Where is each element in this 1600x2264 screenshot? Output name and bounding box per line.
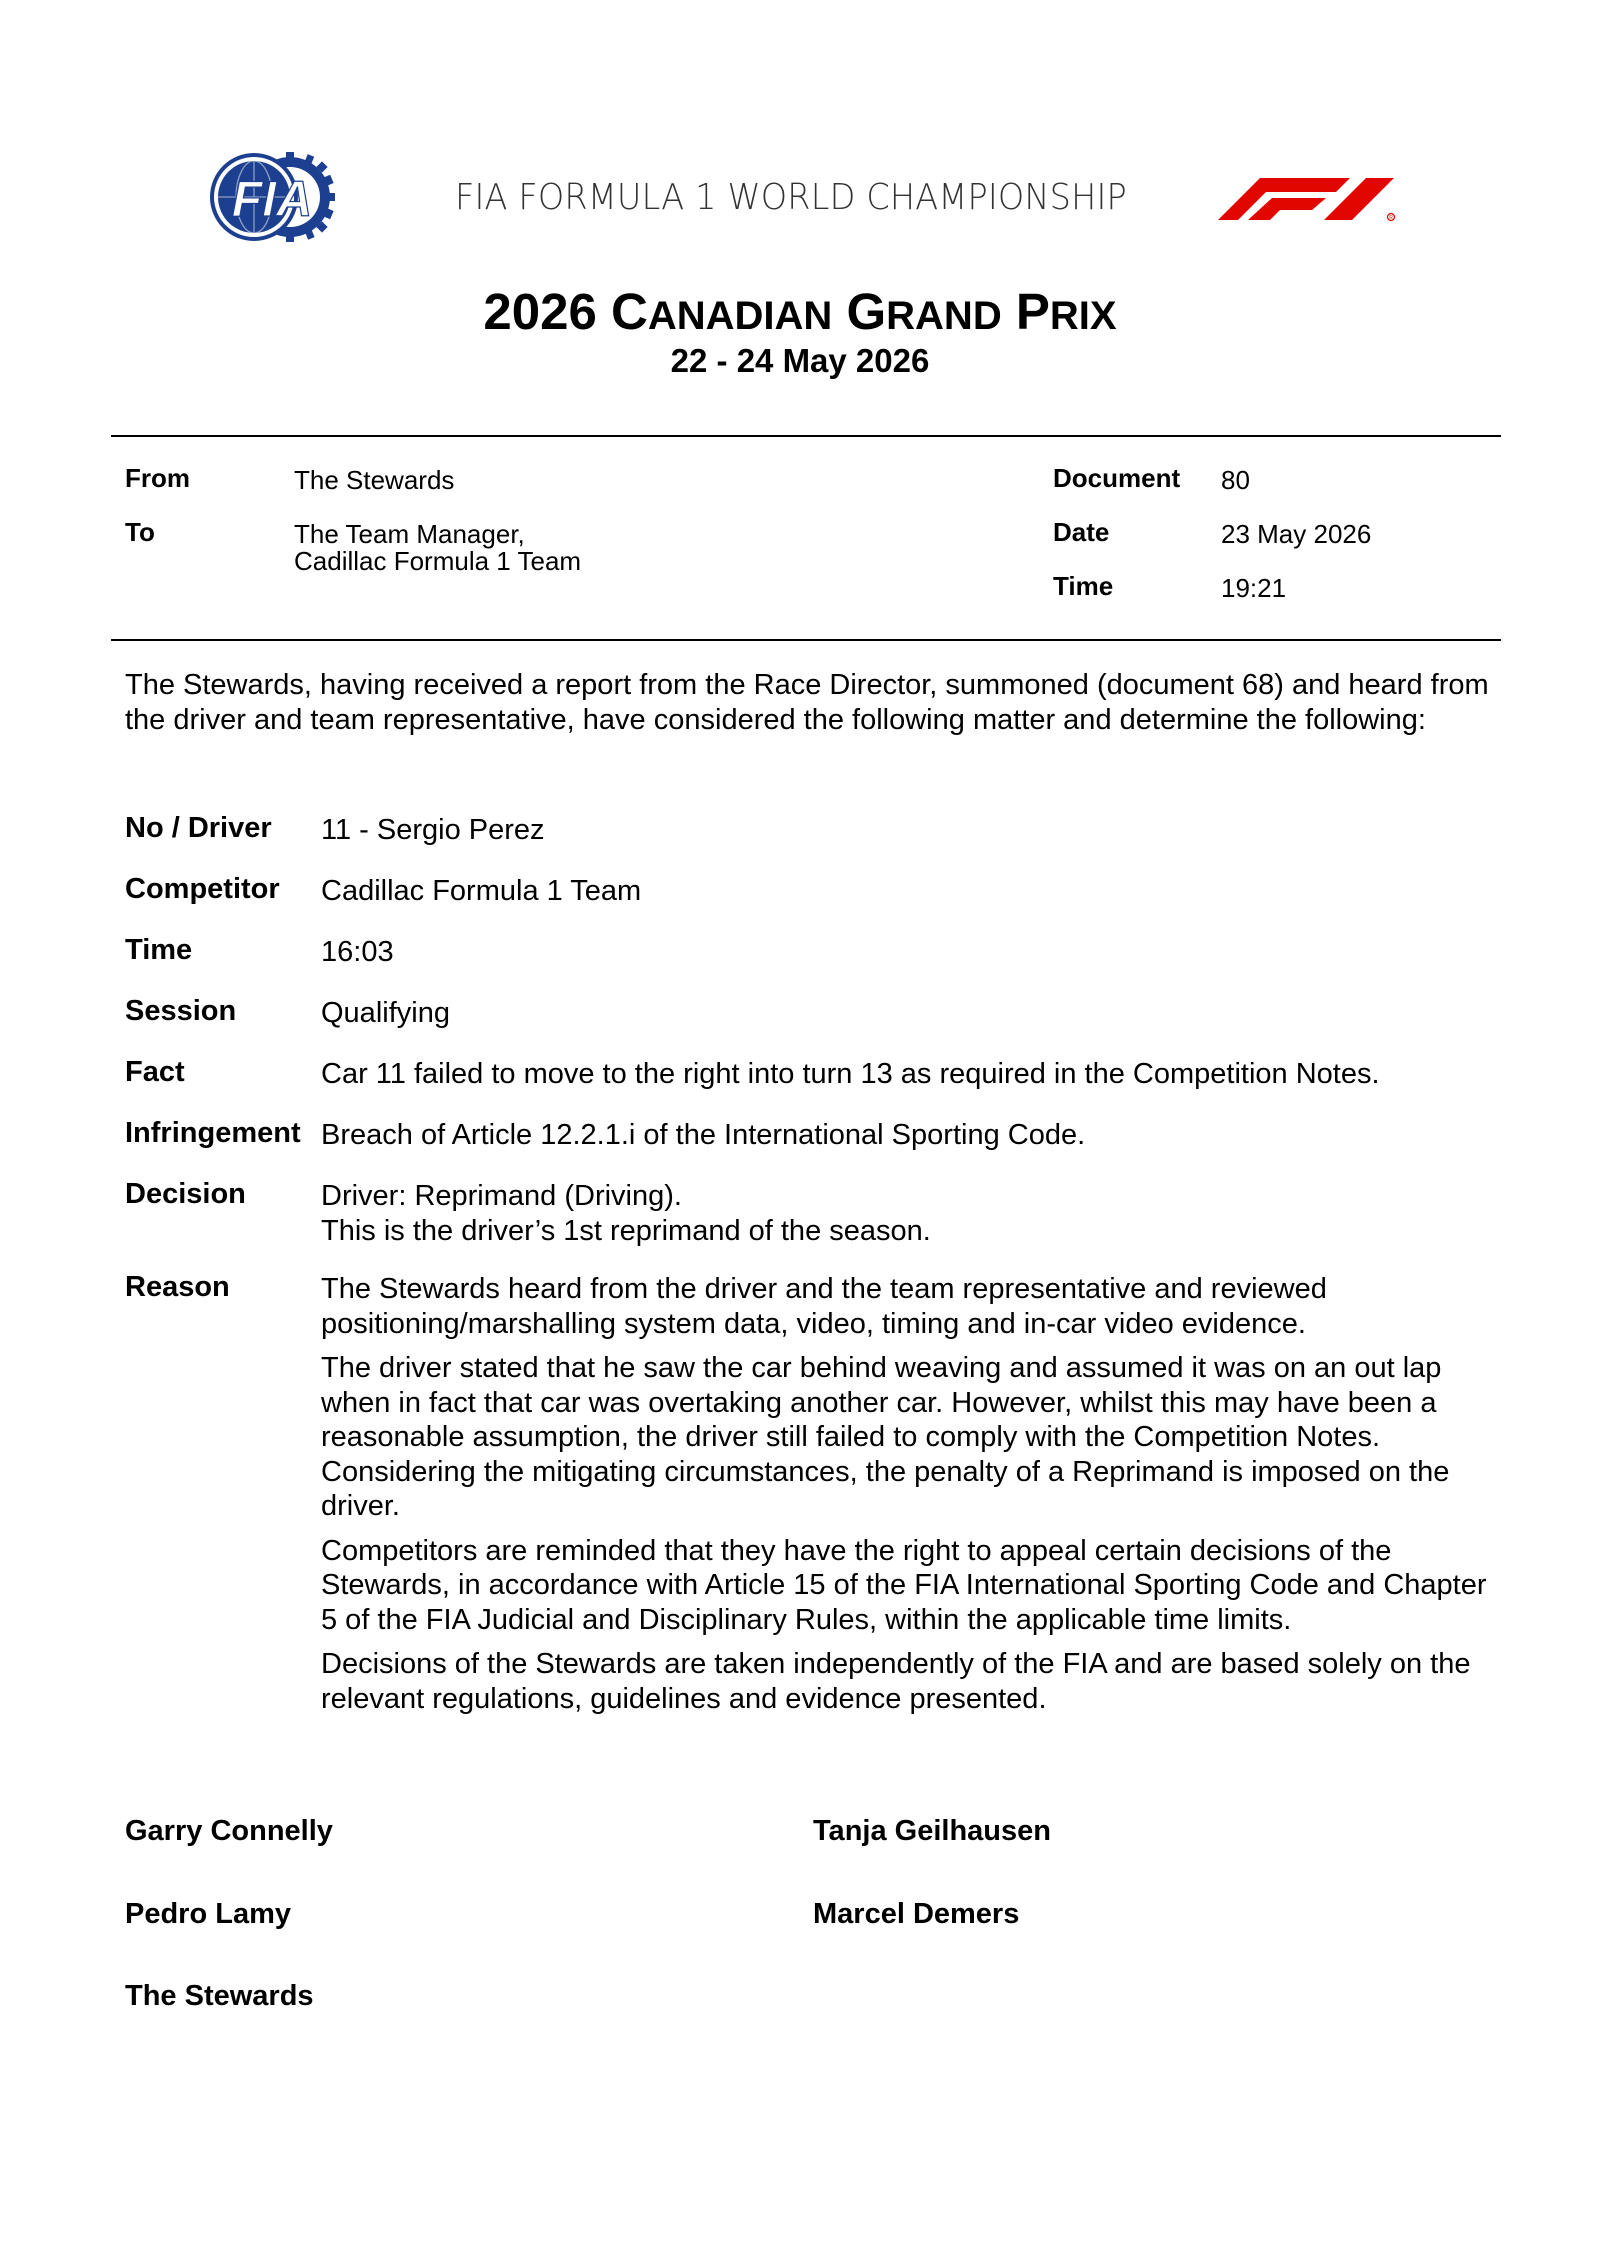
reason-value bbox=[321, 1272, 1501, 1726]
fia-logo-icon bbox=[206, 150, 342, 246]
time-value: 19:21 bbox=[1221, 573, 1287, 603]
intro-paragraph: The Stewards, having received a report from the Race Director, summoned (document 68) and heard from the driver and team representative, have considered the following matter and determine the following: bbox=[125, 669, 1489, 736]
date-label: Date bbox=[1053, 517, 1110, 547]
steward-signature-2: Tanja Geilhausen bbox=[813, 1815, 1051, 1847]
signatures-footer: The Stewards bbox=[125, 1980, 314, 2012]
session-value: Qualifying bbox=[321, 997, 450, 1029]
championship-title: FIA FORMULA 1 WORLD CHAMPIONSHIP bbox=[455, 177, 1127, 218]
decision-line-2: This is the driver’s 1st reprimand of the season. bbox=[321, 1214, 931, 1247]
reason-paragraph-1: The Stewards heard from the driver and the team representative and reviewed positioning/marshalling system data, video, timing and in-car video evidence. bbox=[321, 1273, 1327, 1340]
infringement-value: Breach of Article 12.2.1.i of the International Sporting Code. bbox=[321, 1119, 1086, 1151]
f1-logo-icon bbox=[1208, 170, 1404, 224]
to-label: To bbox=[125, 517, 155, 547]
driver-label: No / Driver bbox=[125, 812, 272, 844]
reason-paragraph-2: The driver stated that he saw the car behind weaving and assumed it was on an out lap when in fact that car was overtaking another car. However, whilst this may have been a reasonable assumption, the driver still failed to comply with the Competition Notes. Considering the mitigating circumstances, the penalty of a Reprimand is imposed on the driver. bbox=[321, 1352, 1450, 1522]
divider-top bbox=[111, 435, 1501, 437]
decision-label: Decision bbox=[125, 1178, 246, 1210]
svg-text:R: R bbox=[1389, 215, 1393, 221]
reason-label: Reason bbox=[125, 1271, 230, 1303]
to-value-line1: The Team Manager, bbox=[294, 519, 525, 549]
decision-line-1: Driver: Reprimand (Driving). bbox=[321, 1180, 682, 1212]
reason-paragraph-3: Competitors are reminded that they have the right to appeal certain decisions of the Stewards, in accordance with Article 15 of the FIA International Sporting Code and Chapter 5 of the FIA Judicial and Disciplinary Rules, within the applicable time limits. bbox=[321, 1534, 1487, 1636]
session-time-value: 16:03 bbox=[321, 936, 394, 968]
competitor-label: Competitor bbox=[125, 873, 280, 905]
to-value-line2: Cadillac Formula 1 Team bbox=[294, 546, 582, 576]
decision-value bbox=[321, 1179, 1501, 1248]
divider-bottom bbox=[111, 639, 1501, 641]
fia-logo-text: FIA bbox=[231, 171, 313, 227]
steward-signature-4: Marcel Demers bbox=[813, 1898, 1020, 1930]
driver-value: 11 - Sergio Perez bbox=[321, 814, 545, 846]
time-label: Time bbox=[1053, 571, 1114, 601]
fact-label: Fact bbox=[125, 1056, 185, 1088]
document-value: 80 bbox=[1221, 465, 1250, 495]
session-label: Session bbox=[125, 995, 237, 1027]
document-label: Document bbox=[1053, 463, 1181, 493]
event-title: 2026 CANADIAN GRAND PRIX bbox=[483, 283, 1117, 340]
steward-signature-3: Pedro Lamy bbox=[125, 1898, 291, 1930]
event-dates: 22 - 24 May 2026 bbox=[670, 342, 930, 379]
reason-paragraph-4: Decisions of the Stewards are taken independently of the FIA and are based solely on the relevant regulations, guidelines and evidence presented. bbox=[321, 1648, 1471, 1715]
steward-signature-1: Garry Connelly bbox=[125, 1815, 333, 1847]
infringement-label: Infringement bbox=[125, 1117, 301, 1149]
session-time-label: Time bbox=[125, 934, 193, 966]
fact-value: Car 11 failed to move to the right into turn 13 as required in the Competition Notes. bbox=[321, 1058, 1380, 1090]
competitor-value: Cadillac Formula 1 Team bbox=[321, 875, 642, 907]
from-value: The Stewards bbox=[294, 465, 455, 495]
date-value: 23 May 2026 bbox=[1221, 519, 1372, 549]
from-label: From bbox=[125, 463, 190, 493]
